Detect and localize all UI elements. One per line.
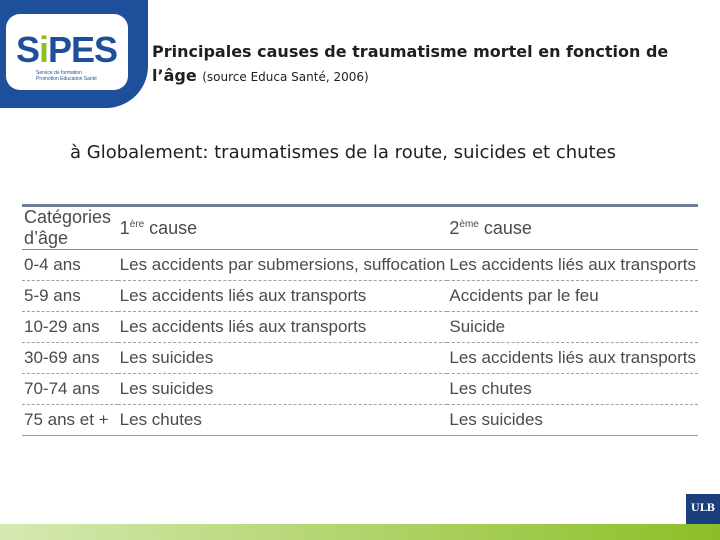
cell-age: 10-29 ans <box>22 312 118 343</box>
cell-second-cause: Les accidents liés aux transports <box>447 250 698 281</box>
cell-second-cause: Les suicides <box>447 405 698 436</box>
logo-letters-pes: PES <box>48 29 118 70</box>
ulb-badge: ULB <box>686 494 720 524</box>
cell-second-cause: Accidents par le feu <box>447 281 698 312</box>
causes-table <box>22 204 698 436</box>
table-row <box>22 405 698 436</box>
header-first-cause-suffix: ère <box>129 218 145 230</box>
cell-age: 30-69 ans <box>22 343 118 374</box>
logo-letter-i: i <box>39 29 49 70</box>
logo-subtitle-line-2: Promotion Education Santé <box>36 76 97 82</box>
slide-title <box>152 40 692 89</box>
header-first-cause <box>118 206 448 250</box>
table-header-row <box>22 206 698 250</box>
cell-second-cause: Suicide <box>447 312 698 343</box>
cell-first-cause: Les accidents liés aux transports <box>118 312 448 343</box>
slide-title-source: (source Educa Santé, 2006) <box>202 70 369 84</box>
table-row <box>22 343 698 374</box>
header-second-cause-suffix: ème <box>459 218 479 230</box>
header-second-cause-number: 2 <box>449 217 460 238</box>
header-second-cause <box>447 206 698 250</box>
cell-first-cause: Les accidents liés aux transports <box>118 281 448 312</box>
header-first-cause-label: cause <box>144 217 198 238</box>
logo-wordmark <box>16 29 118 70</box>
slide-title-text: Principales causes de traumatisme mortel en fonction de l’âge <box>152 42 669 85</box>
cell-first-cause: Les chutes <box>118 405 448 436</box>
cell-age: 5-9 ans <box>22 281 118 312</box>
table-row <box>22 312 698 343</box>
cell-second-cause: Les accidents liés aux transports <box>447 343 698 374</box>
footer-bar <box>0 524 720 540</box>
logo-subtitle-line-1: Service de formation <box>36 70 82 76</box>
header-first-cause-number: 1 <box>119 217 130 238</box>
table-row <box>22 281 698 312</box>
cell-age: 70-74 ans <box>22 374 118 405</box>
sipes-logo <box>6 14 128 90</box>
cell-first-cause: Les suicides <box>118 343 448 374</box>
cell-first-cause: Les suicides <box>118 374 448 405</box>
logo-letter-s: S <box>16 29 40 70</box>
logo-subtitle <box>36 70 124 82</box>
table-row <box>22 250 698 281</box>
cell-first-cause: Les accidents par submersions, suffocation <box>118 250 448 281</box>
cell-age: 0-4 ans <box>22 250 118 281</box>
header-age-category: Catégories d’âge <box>22 206 118 250</box>
logo-background <box>0 0 148 108</box>
table-row <box>22 374 698 405</box>
header-second-cause-label: cause <box>478 217 532 238</box>
cell-second-cause: Les chutes <box>447 374 698 405</box>
summary-line: à Globalement: traumatismes de la route, suicides et chutes <box>70 142 617 163</box>
cell-age: 75 ans et + <box>22 405 118 436</box>
